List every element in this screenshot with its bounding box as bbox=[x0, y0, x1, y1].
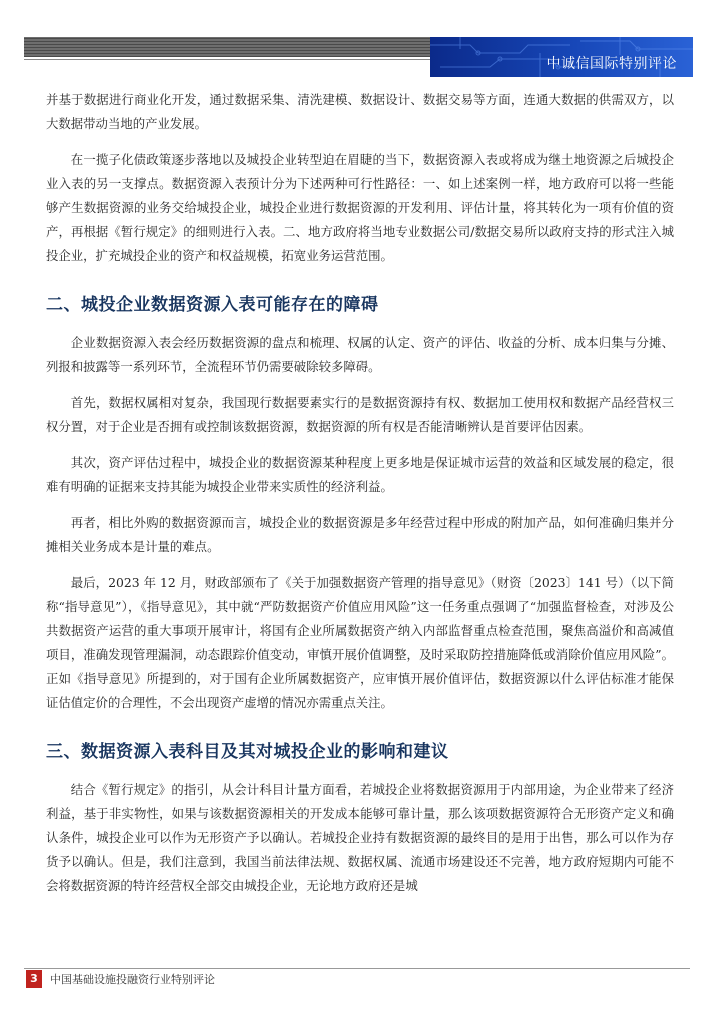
brand-title: 中诚信国际特别评论 bbox=[546, 56, 677, 72]
paragraph: 首先，数据权属相对复杂，我国现行数据要素实行的是数据资源持有权、数据加工使用权和数据产品经营权三权分置，对于企业是否拥有或控制该数据资源，数据资源的所有权是否能清晰辨认是首要评估因素。 bbox=[46, 395, 674, 434]
paragraph: 再者，相比外购的数据资源而言，城投企业的数据资源是多年经营过程中形成的附加产品，如何准确归集并分摊相关业务成本是计量的难点。 bbox=[46, 515, 674, 554]
paragraph: 企业数据资源入表会经历数据资源的盘点和梳理、权属的认定、资产的评估、收益的分析、成本归集与分摊、列报和披露等一系列环节，全流程环节仍需要破除较多障碍。 bbox=[46, 335, 674, 374]
header-brand-banner bbox=[430, 37, 693, 77]
paragraph-continued: 并基于数据进行商业化开发，通过数据采集、清洗建模、数据设计、数据交易等方面，连通大数据的供需双方，以大数据带动当地的产业发展。 bbox=[46, 92, 674, 131]
footer-divider bbox=[24, 968, 690, 969]
article-body bbox=[46, 88, 674, 910]
paragraph: 结合《暂行规定》的指引，从会计科目计量方面看，若城投企业将数据资源用于内部用途，为企业带来了经济利益，基于非实物性，如果与该数据资源相关的开发成本能够可靠计量，那么该项数据资源符合无形资产定义和确认条件，城投企业可以作为无形资产予以确认。若城投企业持有数据资源的最终目的是用于出售，那么可以作为存货予以确认。但是，我们注意到，我国当前法律法规、数据权属、流通市场建设还不完善，地方政府短期内可能不会将数据资源的特许经营权全部交由城投企业，无论地方政府还是城 bbox=[46, 782, 674, 893]
section-heading-accounts-impact: 三、数据资源入表科目及其对城投企业的影响和建议 bbox=[46, 742, 449, 762]
paragraph: 最后，2023 年 12 月，财政部颁布了《关于加强数据资产管理的指导意见》（财资〔2023〕141 号）（以下简称“指导意见”），《指导意见》，其中就“严防数据资产价值应用风险”这一任务重点强调了“加强监督检查，对涉及公共数据资产运营的重大事项开展审计，将国有企业所属数据资产纳入内部监督重点检查范围，聚焦高溢价和高减值项目，准确发现管理漏洞，动态跟踪价值变动，审慎开展价值调整，及时采取防控措施降低或消除价值应用风险”。正如《指导意见》所提到的，对于国有企业所属数据资产，应审慎开展价值评估，数据资源以什么评估标准才能保证估值定价的合理性，不会出现资产虚增的情况亦需重点关注。 bbox=[46, 575, 674, 710]
publication-title: 中国基础设施投融资行业特别评论 bbox=[50, 973, 215, 986]
paragraph: 其次，资产评估过程中，城投企业的数据资源某种程度上更多地是保证城市运营的效益和区域发展的稳定，很难有明确的证据来支持其能为城投企业带来实质性的经济利益。 bbox=[46, 455, 674, 494]
header-divider bbox=[24, 59, 430, 60]
header-stripe-bar bbox=[24, 37, 430, 57]
paragraph: 在一揽子化债政策逐步落地以及城投企业转型迫在眉睫的当下，数据资源入表或将成为继土地资源之后城投企业入表的另一支撑点。数据资源入表预计分为下述两种可行性路径：一、如上述案例一样，地方政府可以将一些能够产生数据资源的业务交给城投企业，城投企业进行数据资源的开发利用、评估计量，将其转化为一项有价值的资产，再根据《暂行规定》的细则进行入表。二、地方政府将当地专业数据公司/数据交易所以政府支持的形式注入城投企业，扩充城投企业的资产和权益规模，拓宽业务运营范围。 bbox=[46, 152, 674, 263]
section-heading-obstacles: 二、城投企业数据资源入表可能存在的障碍 bbox=[46, 295, 379, 315]
page-number-badge: 3 bbox=[26, 970, 42, 988]
